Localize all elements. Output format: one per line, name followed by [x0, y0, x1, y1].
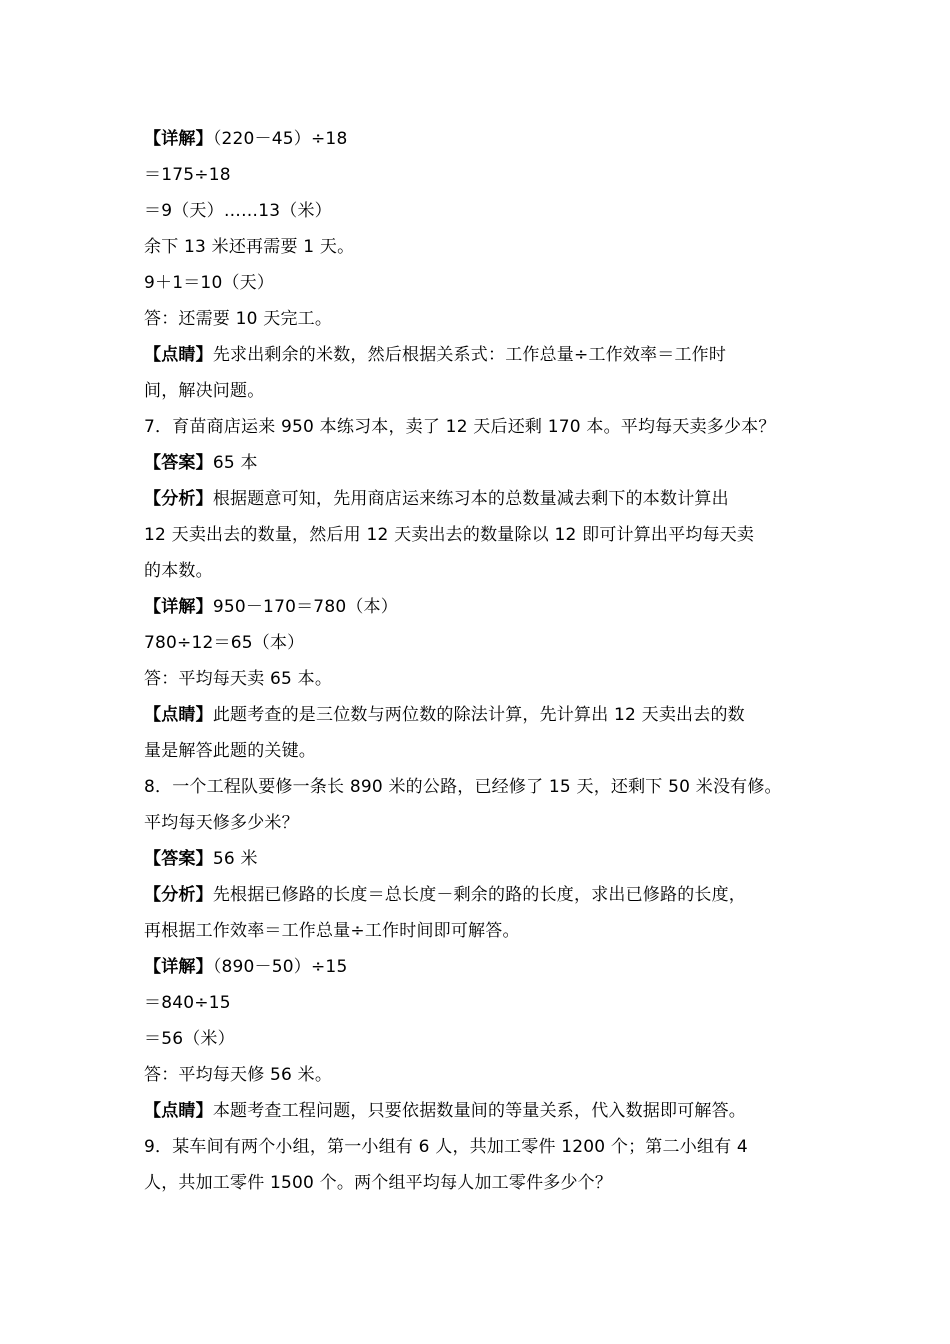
line-text: 950－170＝780（本） [212, 597, 398, 617]
text-line [144, 1021, 814, 1057]
line-text: 答：平均每天修 56 米。 [144, 1065, 333, 1085]
text-line [144, 985, 814, 1021]
line-text: 量是解答此题的关键。 [144, 741, 316, 761]
line-text: 此题考查的是三位数与两位数的除法计算，先计算出 12 天卖出去的数 [212, 705, 745, 725]
question-line [144, 409, 814, 445]
line-text: 答：平均每天卖 65 本。 [144, 669, 333, 689]
section-tag: 【详解】 [144, 129, 213, 149]
text-line [144, 265, 814, 301]
line-text: 根据题意可知，先用商店运来练习本的总数量减去剩下的本数计算出 [212, 489, 729, 509]
line-text: 再根据工作效率＝工作总量÷工作时间即可解答。 [144, 921, 520, 941]
section-tag: 【点睛】 [144, 1101, 213, 1121]
text-line [144, 661, 814, 697]
text-line [144, 517, 814, 553]
line-text: 先根据已修路的长度＝总长度－剩余的路的长度，求出已修路的长度， [212, 885, 747, 905]
text-line [144, 373, 814, 409]
line-text: ＝56（米） [144, 1029, 235, 1049]
line-text: 56 米 [212, 849, 258, 869]
text-line [144, 841, 814, 877]
text-line [144, 157, 814, 193]
text-line [144, 121, 814, 157]
section-tag: 【答案】 [144, 849, 213, 869]
text-line [144, 913, 814, 949]
question-line [144, 805, 814, 841]
line-text: 本题考查工程问题，只要依据数量间的等量关系，代入数据即可解答。 [212, 1101, 747, 1121]
line-text: 12 天卖出去的数量，然后用 12 天卖出去的数量除以 12 即可计算出平均每天卖 [144, 525, 755, 545]
line-text: （890－50）÷15 [212, 957, 348, 977]
text-line [144, 1057, 814, 1093]
line-text: 8．一个工程队要修一条长 890 米的公路，已经修了 15 天，还剩下 50 米没有修。 [144, 777, 782, 797]
line-text: 9．某车间有两个小组，第一小组有 6 人，共加工零件 1200 个；第二小组有 4 [144, 1137, 748, 1157]
line-text: 答：还需要 10 天完工。 [144, 309, 333, 329]
section-tag: 【详解】 [144, 957, 213, 977]
section-tag: 【点睛】 [144, 705, 213, 725]
text-line [144, 877, 814, 913]
line-text: ＝9（天）……13（米） [144, 201, 332, 221]
line-text: 人，共加工零件 1500 个。两个组平均每人加工零件多少个？ [144, 1173, 613, 1193]
question-line [144, 769, 814, 805]
text-line [144, 733, 814, 769]
section-tag: 【点睛】 [144, 345, 213, 365]
text-line [144, 949, 814, 985]
question-line [144, 1165, 814, 1201]
line-text: 的本数。 [144, 561, 213, 581]
section-tag: 【分析】 [144, 885, 213, 905]
text-line [144, 481, 814, 517]
line-text: ＝175÷18 [144, 165, 231, 185]
section-tag: 【分析】 [144, 489, 213, 509]
line-text: （220－45）÷18 [212, 129, 348, 149]
text-line [144, 445, 814, 481]
line-text: 平均每天修多少米？ [144, 813, 299, 833]
text-line [144, 589, 814, 625]
text-line [144, 229, 814, 265]
line-text: 间，解决问题。 [144, 381, 265, 401]
section-tag: 【详解】 [144, 597, 213, 617]
text-line [144, 1093, 814, 1129]
text-line [144, 625, 814, 661]
document-body [144, 121, 814, 1201]
line-text: 先求出剩余的米数，然后根据关系式：工作总量÷工作效率＝工作时 [212, 345, 727, 365]
text-line [144, 553, 814, 589]
line-text: ＝840÷15 [144, 993, 231, 1013]
text-line [144, 697, 814, 733]
line-text: 9＋1＝10（天） [144, 273, 275, 293]
line-text: 7．育苗商店运来 950 本练习本，卖了 12 天后还剩 170 本。平均每天卖多少本？ [144, 417, 776, 437]
line-text: 780÷12＝65（本） [144, 633, 305, 653]
text-line [144, 301, 814, 337]
section-tag: 【答案】 [144, 453, 213, 473]
text-line [144, 337, 814, 373]
line-text: 65 本 [212, 453, 258, 473]
question-line [144, 1129, 814, 1165]
line-text: 余下 13 米还再需要 1 天。 [144, 237, 355, 257]
text-line [144, 193, 814, 229]
